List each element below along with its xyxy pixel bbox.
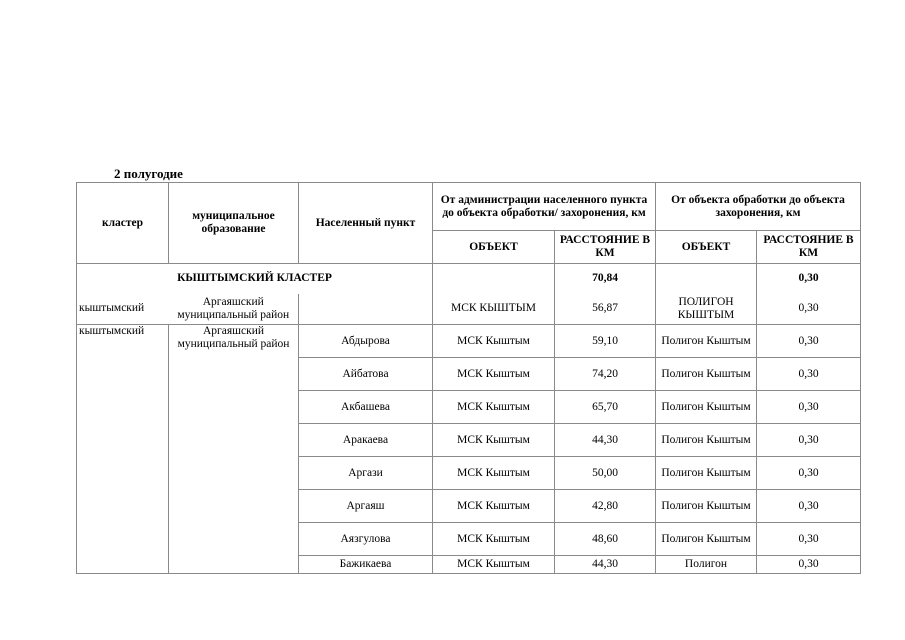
summary-object: МСК КЫШТЫМ bbox=[433, 294, 555, 325]
settlement-cell: Аязгулова bbox=[299, 523, 433, 556]
settlement-cell: Акбашева bbox=[299, 391, 433, 424]
header-cluster: кластер bbox=[77, 183, 169, 264]
distance-cell: 44,30 bbox=[555, 424, 656, 457]
summary-municipality: Аргаяшский муниципальный район bbox=[169, 294, 299, 325]
header-group-from-admin: От администрации населенного пункта до объекта обработки/ захоронения, км bbox=[433, 183, 656, 231]
object2-cell: Полигон Кыштым bbox=[656, 391, 757, 424]
distance2-cell: 0,30 bbox=[757, 523, 861, 556]
object-cell: МСК Кыштым bbox=[433, 325, 555, 358]
cluster-total-row bbox=[77, 264, 861, 294]
object2-cell bbox=[656, 556, 757, 574]
cluster-distance: 70,84 bbox=[555, 264, 656, 294]
object2-text: Полигон bbox=[684, 558, 728, 570]
object-cell bbox=[433, 556, 555, 574]
settlement-cell: Айбатова bbox=[299, 358, 433, 391]
object-cell: МСК Кыштым bbox=[433, 424, 555, 457]
distance2-text: 0,30 bbox=[798, 558, 819, 570]
settlement-text: Бажикаева bbox=[339, 558, 392, 570]
distance-cell: 42,80 bbox=[555, 490, 656, 523]
distance2-cell: 0,30 bbox=[757, 457, 861, 490]
summary-object-2: ПОЛИГОН КЫШТЫМ bbox=[656, 294, 757, 325]
distance2-cell: 0,30 bbox=[757, 490, 861, 523]
distance-cell bbox=[555, 556, 656, 574]
summary-row bbox=[77, 294, 861, 325]
settlement-cell bbox=[299, 556, 433, 574]
object2-cell: Полигон Кыштым bbox=[656, 457, 757, 490]
object2-cell: Полигон Кыштым bbox=[656, 358, 757, 391]
header-object: ОБЪЕКТ bbox=[433, 231, 555, 264]
distance-cell: 65,70 bbox=[555, 391, 656, 424]
distance-cell: 48,60 bbox=[555, 523, 656, 556]
distance2-cell: 0,30 bbox=[757, 424, 861, 457]
header-distance-2: РАССТОЯНИЕ В КМ bbox=[757, 231, 861, 264]
header-distance: РАССТОЯНИЕ В КМ bbox=[555, 231, 656, 264]
distance2-cell: 0,30 bbox=[757, 391, 861, 424]
distance-cell: 50,00 bbox=[555, 457, 656, 490]
header-object-2: ОБЪЕКТ bbox=[656, 231, 757, 264]
distance2-cell: 0,30 bbox=[757, 358, 861, 391]
distance-text: 44,30 bbox=[592, 558, 618, 570]
settlement-cell: Аргази bbox=[299, 457, 433, 490]
object-text: МСК Кыштым bbox=[457, 558, 530, 570]
cluster-title: КЫШТЫМСКИЙ КЛАСТЕР bbox=[77, 264, 433, 294]
object-cell: МСК Кыштым bbox=[433, 490, 555, 523]
object2-cell: Полигон Кыштым bbox=[656, 490, 757, 523]
header-group-from-object: От объекта обработки до объекта захоронения, км bbox=[656, 183, 861, 231]
cluster-distance-2: 0,30 bbox=[757, 264, 861, 294]
distance-table bbox=[76, 182, 861, 574]
distance-cell: 74,20 bbox=[555, 358, 656, 391]
section-heading: 2 полугодие bbox=[114, 166, 183, 181]
summary-distance-2: 0,30 bbox=[757, 294, 861, 325]
cluster-object-empty bbox=[433, 264, 555, 294]
summary-distance: 56,87 bbox=[555, 294, 656, 325]
cluster-object2-empty bbox=[656, 264, 757, 294]
summary-settlement-empty bbox=[299, 294, 433, 325]
header-settlement: Населенный пункт bbox=[299, 183, 433, 264]
object2-cell: Полигон Кыштым bbox=[656, 523, 757, 556]
group-cluster: кыштымский bbox=[77, 325, 169, 574]
distance-cell: 59,10 bbox=[555, 325, 656, 358]
settlement-cell: Аргаяш bbox=[299, 490, 433, 523]
distance2-cell: 0,30 bbox=[757, 325, 861, 358]
distance2-cell bbox=[757, 556, 861, 574]
object-cell: МСК Кыштым bbox=[433, 358, 555, 391]
settlement-cell: Абдырова bbox=[299, 325, 433, 358]
group-municipality: Аргаяшский муниципальный район bbox=[169, 325, 299, 574]
settlement-cell: Аракаева bbox=[299, 424, 433, 457]
object-cell: МСК Кыштым bbox=[433, 523, 555, 556]
header-municipality: муниципальное образование bbox=[169, 183, 299, 264]
object2-cell: Полигон Кыштым bbox=[656, 424, 757, 457]
object2-cell: Полигон Кыштым bbox=[656, 325, 757, 358]
object-cell: МСК Кыштым bbox=[433, 457, 555, 490]
table-row bbox=[77, 325, 861, 358]
object-cell: МСК Кыштым bbox=[433, 391, 555, 424]
summary-cluster: кыштымский bbox=[77, 294, 169, 325]
